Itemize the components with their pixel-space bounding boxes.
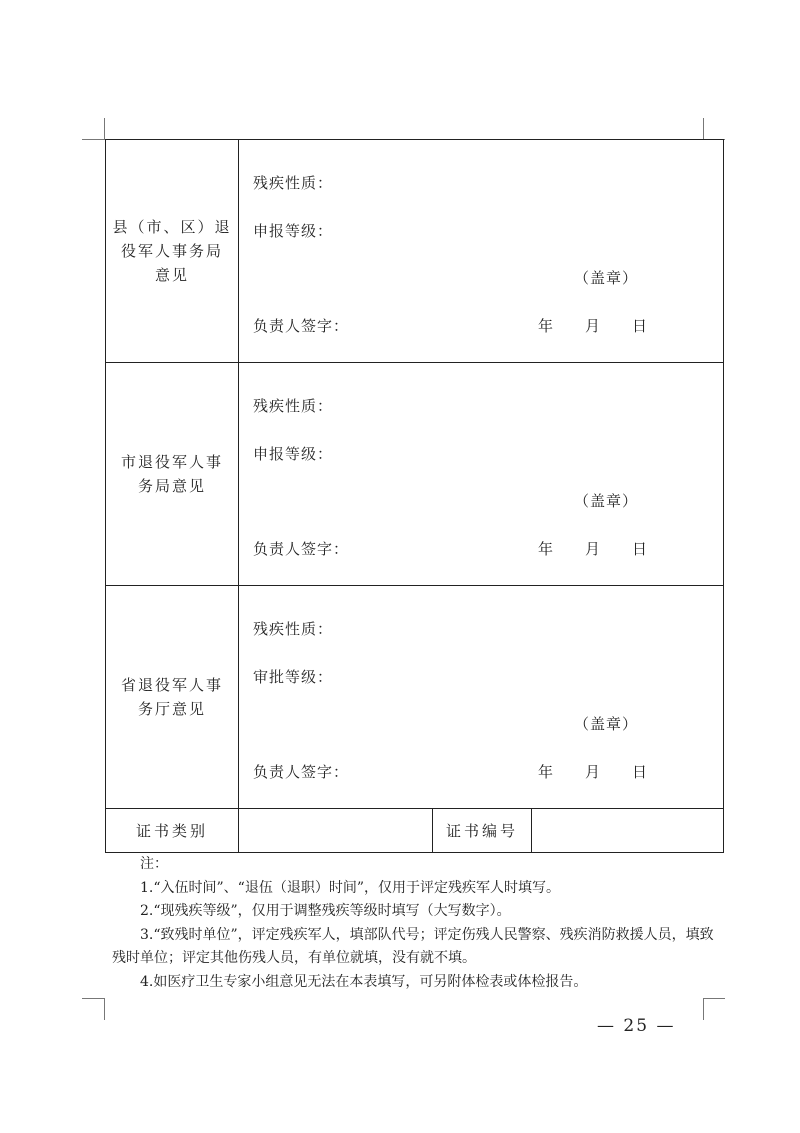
city-opinion-label <box>106 363 239 586</box>
disability-nature-label: 残疾性质： <box>253 620 334 638</box>
year-label: 年 <box>538 540 555 558</box>
province-opinion-label <box>106 586 239 809</box>
year-label: 年 <box>538 317 555 335</box>
certificate-number-label: 证书编号 <box>433 809 532 853</box>
day-label: 日 <box>632 540 649 558</box>
seal-label: （盖章） <box>574 269 639 287</box>
county-opinion-field[interactable] <box>239 140 724 363</box>
label-line: 市退役军人事 <box>120 453 223 471</box>
province-opinion-row <box>106 586 724 809</box>
note-item: 1.“入伍时间”、“退伍（退职）时间”，仅用于评定残疾军人时填写。 <box>140 879 560 896</box>
crop-mark-bottom-right-h <box>703 998 725 999</box>
crop-mark-bottom-left-h <box>82 998 104 999</box>
crop-mark-top-left <box>104 118 105 140</box>
disability-nature-label: 残疾性质： <box>253 174 334 192</box>
approved-grade-label: 审批等级： <box>253 668 334 686</box>
signature-label: 负责人签字： <box>253 540 350 558</box>
signature-label: 负责人签字： <box>253 763 350 781</box>
month-label: 月 <box>585 763 602 781</box>
certificate-type-field[interactable] <box>239 809 433 853</box>
month-label: 月 <box>585 317 602 335</box>
label-line: 省退役军人事 <box>120 676 223 694</box>
note-item: 4.如医疗卫生专家小组意见无法在本表填写，可另附体检表或体检报告。 <box>140 973 588 990</box>
notes-section <box>112 853 718 994</box>
crop-mark-top-left-h <box>82 139 104 140</box>
notes-heading: 注： <box>140 856 168 872</box>
crop-mark-bottom-left <box>104 998 105 1020</box>
label-line: 县（市、区）退 <box>112 218 232 236</box>
certificate-number-field[interactable] <box>532 809 724 853</box>
opinion-form-table <box>105 139 724 853</box>
day-label: 日 <box>632 763 649 781</box>
note-item: 3.“致残时单位”，评定残疾军人，填部队代号；评定伤残人民警察、残疾消防救援人员，填致残时单位；评定其他伤残人员，有单位就填，没有就不填。 <box>112 926 714 966</box>
seal-label: （盖章） <box>574 715 639 733</box>
seal-label: （盖章） <box>574 492 639 510</box>
label-line: 务局意见 <box>137 477 206 495</box>
city-opinion-field[interactable] <box>239 363 724 586</box>
province-opinion-field[interactable] <box>239 586 724 809</box>
note-item: 2.“现残疾等级”，仅用于调整残疾等级时填写（大写数字）。 <box>140 903 511 919</box>
label-line: 役军人事务局 <box>120 242 223 260</box>
page-number: — 25 — <box>597 1016 676 1036</box>
day-label: 日 <box>632 317 649 335</box>
label-line: 务厅意见 <box>137 700 206 718</box>
month-label: 月 <box>585 540 602 558</box>
disability-nature-label: 残疾性质： <box>253 397 334 415</box>
crop-mark-top-right <box>703 118 704 140</box>
declared-grade-label: 申报等级： <box>253 222 334 240</box>
signature-label: 负责人签字： <box>253 317 350 335</box>
year-label: 年 <box>538 763 555 781</box>
certificate-type-label: 证书类别 <box>106 809 239 853</box>
county-opinion-label <box>106 140 239 363</box>
county-opinion-row <box>106 140 724 363</box>
certificate-row <box>106 809 724 853</box>
declared-grade-label: 申报等级： <box>253 445 334 463</box>
city-opinion-row <box>106 363 724 586</box>
crop-mark-bottom-right <box>703 998 704 1020</box>
label-line: 意见 <box>154 266 189 284</box>
